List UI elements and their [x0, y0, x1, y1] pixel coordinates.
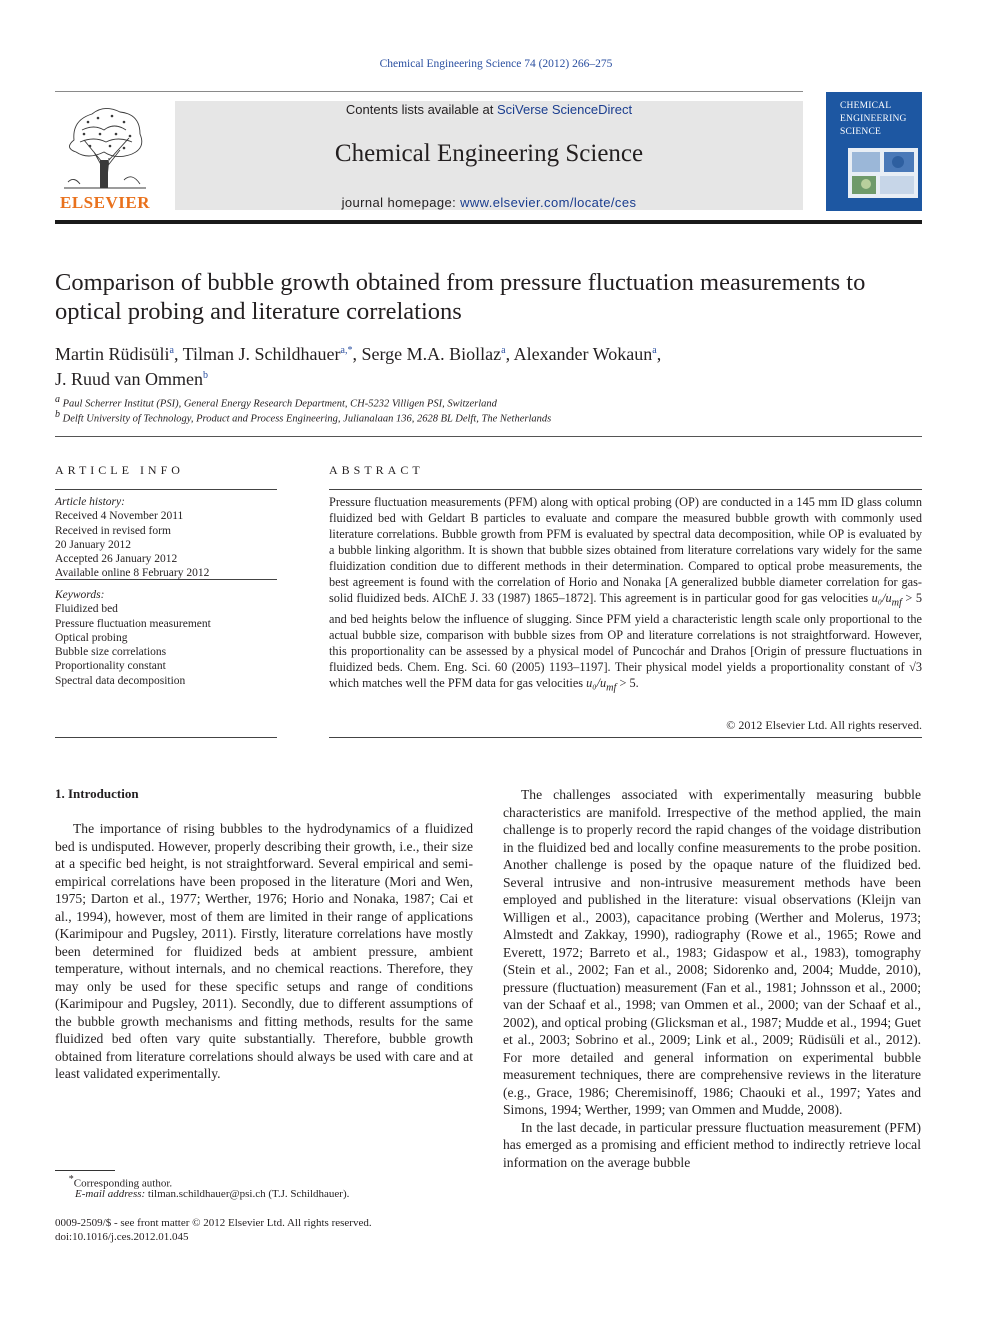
journal-name: Chemical Engineering Science	[334, 140, 644, 167]
body-column-right	[503, 786, 921, 1171]
abstract-rule	[329, 489, 922, 490]
sqrt-three-math: √3	[909, 660, 922, 675]
author-name[interactable]: Serge M.A. Biollaz	[361, 344, 502, 364]
keyword-item: Spectral data decomposition	[55, 674, 186, 687]
history-label: Article history:	[55, 496, 125, 508]
author-name[interactable]: Martin Rüdisüli	[55, 344, 170, 364]
abstract-copyright: © 2012 Elsevier Ltd. All rights reserved.	[726, 718, 922, 732]
history-item: Received 4 November 2011	[55, 510, 184, 523]
author-affiliation-mark[interactable]: a	[652, 345, 657, 356]
history-item: 20 January 2012	[55, 538, 132, 551]
header-top-rule	[55, 91, 803, 92]
footnote-email: E-mail address: tilman.schildhauer@psi.ch (T.J. Schildhauer).	[75, 1188, 350, 1200]
cover-image-icon	[848, 148, 918, 198]
author-separator: ,	[656, 344, 662, 364]
article-info-rule	[55, 737, 277, 738]
abstract-rule	[329, 737, 922, 738]
affiliation-mark: a	[55, 394, 60, 405]
introduction-heading: 1. Introduction	[55, 786, 139, 801]
abstract-text: Pressure fluctuation measurements (PFM) along with optical probing (OP) are conducted in a 145 mm ID glass column fluidized bed with Geldart B particles to evaluate and compare the measured bubble growth with commonly used literature correlations. Bubble growth from PFM is evaluated by spectral data decomposition, while OP is evaluated by a bubble linking algorithm. It is shown that bubble sizes obtained from literature correlations vary widely for the same fluidization condition due to different methods in their determination. Compared to optical probe measurements, the best agreement is found with the correlation of Horio and Nonaka [A generalized bubble diameter correlation for gas-solid fluidized beds. AIChE J. 33 (1987) 1865–1872]. This agreement is in particular good for gas velocities $u_0/u_{mf} > 5$ and bed heights below the influence of slugging. Since PFM yield a characteristic length scale only proportional to the actual bubble size, comparison with bubble sizes from OP and literature correlations is not straightforward. However, this proportionality can be assessed by a physical model of Puncochár and Drahos [Origin of pressure fluctuations in fluidized beds. Chem. Eng. Sci. 60 (2005) 1193–1197]. Their physical model yields a proportionality constant of √3 which matches well the PFM data for gas velocities $u_0/u_{mf} > 5$.	[329, 495, 923, 694]
footnote-mark: *	[68, 1174, 74, 1185]
history-item: Accepted 26 January 2012	[55, 553, 178, 566]
body-paragraph: The importance of rising bubbles to the hydrodynamics of a fluidized bed is undisputed. However, properly describing their growth, i.e., their size at a specific bed height, is not straightforward. Several empirical and semi-empirical correlations have been proposed in the literature (Mori and Wen, 1975; Darton et al., 1977; Werther, 1976; Horio and Nonaka, 1987; Cai et al., 1994), however, most of them are limited in their range of applications (Karimipour and Pugsley, 2011). Firstly, literature correlations have mostly been determined for fluidized beds at ambient pressure, ambient temperature, without internals, and no chemical reactions. Therefore, they may only be used for these specific setups and range of conditions (Karimipour and Pugsley, 2011). Secondly, due to different assumptions of the bubble growth mechanisms and fitting methods, results for the same fluidized bed often vary quite substantially. Therefore, bubble growth obtained from literature correlations should always be used with care and at least validated experimentally.	[55, 821, 473, 1081]
article-title: Comparison of bubble growth obtained from pressure fluctuation measurements to optical probing and literature correlations	[55, 269, 866, 325]
footnote-rule	[55, 1170, 115, 1171]
elsevier-wordmark[interactable]: ELSEVIER	[60, 193, 150, 212]
affiliation-b: $^b$ Delft University of Technology, Product and Process Engineering, Julianalaan 136, 2628 BL Delft, The Netherlands	[55, 409, 552, 425]
journal-homepage-line	[175, 195, 803, 210]
keywords-list	[55, 588, 211, 688]
homepage-link[interactable]: www.elsevier.com/locate/ces	[460, 195, 637, 210]
abstract-heading: ABSTRACT	[329, 463, 424, 477]
author-list	[55, 340, 895, 390]
author-name[interactable]: Alexander Wokaun	[513, 344, 653, 364]
affiliation-a: $^a$ Paul Scherrer Institut (PSI), General Energy Research Department, CH-5232 Villigen PSI, Switzerland	[55, 394, 497, 410]
article-info-rule	[55, 489, 277, 490]
keyword-item: Pressure fluctuation measurement	[55, 617, 211, 630]
header-thick-rule	[55, 220, 922, 224]
journal-citation[interactable]: Chemical Engineering Science 74 (2012) 266–275	[379, 58, 613, 70]
journal-cover-thumbnail[interactable]	[826, 92, 922, 211]
body-column-left	[55, 820, 473, 1083]
contents-available-line	[175, 102, 803, 117]
author-affiliation-mark[interactable]: a,*	[340, 345, 353, 356]
footnote-corresponding: *Corresponding author.	[68, 1174, 173, 1190]
homepage-prefix: journal homepage:	[341, 195, 461, 210]
history-item: Available online 8 February 2012	[55, 567, 210, 580]
author-affiliation-mark[interactable]: b	[203, 370, 208, 381]
doi-line[interactable]: doi:10.1016/j.ces.2012.01.045	[55, 1231, 189, 1243]
keyword-item: Optical probing	[55, 631, 128, 644]
contents-prefix: Contents lists available at	[345, 102, 497, 117]
cover-title: CHEMICAL ENGINEERING SCIENCE	[840, 101, 907, 137]
issn-line: 0009-2509/$ - see front matter © 2012 Elsevier Ltd. All rights reserved.	[55, 1217, 372, 1229]
velocity-ratio-math: $u_0/u_{mf}$	[871, 591, 902, 609]
history-item: Received in revised form	[55, 524, 171, 537]
article-history	[55, 495, 209, 581]
affiliation-rule	[55, 436, 922, 437]
keyword-item: Fluidized bed	[55, 603, 118, 616]
sciencedirect-link[interactable]: SciVerse ScienceDirect	[496, 102, 633, 117]
author-separator: ,	[173, 344, 183, 364]
velocity-ratio-math: $u_0/u_{mf}$	[586, 676, 617, 694]
keyword-item: Proportionality constant	[55, 660, 166, 673]
article-info-heading: ARTICLE INFO	[55, 463, 184, 477]
author-separator: ,	[352, 344, 362, 364]
author-affiliation-mark[interactable]: a	[169, 345, 174, 356]
author-separator: ,	[505, 344, 514, 364]
email-link[interactable]: tilman.schildhauer@psi.ch (T.J. Schildhauer).	[147, 1188, 350, 1200]
affiliation-mark: b	[55, 409, 60, 420]
body-paragraph: The challenges associated with experimentally measuring bubble characteristics are manifold. Irrespective of the method applied, the main challenge is to properly record the rapid changes of the voidage distribution in the fluidized bed and locally confine measurements to the probe position. Another challenge is posed by the opaque nature of the fluidized bed. Several intrusive and non-intrusive measurement methods have been employed and published in the literature: visual observations (Kleijn van Willigen et al., 2003), capacitance probing (Werther and Molerus, 1973; Almstedt and Zakkay, 1990), radiography (Rowe et al., 1965; Rowe and Everett, 1972; Barreto et al., 1983; Gidaspow et al., 1983), tomography (Stein et al., 2002; Fan et al., 2008; Sidorenko and, 2004; Mudde, 2010), pressure (fluctuation) measurement (Fan et al., 1981; Johnsson et al., 2000; van der Schaaf et al., 1998; van Ommen et al., 2000; van der Schaaf et al., 2002), and optical probing (Glicksman et al., 1987; Mudde et al., 1994; Guet et al., 2003; Sobrino et al., 2009; Link et al., 2009; Rüdisüli et al., 2012). For more detailed and general information on experimental bubble measurement techniques, there are comprehensive reviews in the literature (e.g., Grace, 1986; Cheremisinoff, 1986; Chaouki et al., 1997; Yates and Simons, 1994; Werther, 1999; van Ommen and Mudde, 2008).	[503, 787, 921, 1117]
author-affiliation-mark[interactable]: a	[501, 345, 506, 356]
keyword-item: Bubble size correlations	[55, 646, 167, 659]
author-name[interactable]: Tilman J. Schildhauer	[182, 344, 341, 364]
body-paragraph: In the last decade, in particular pressure fluctuation measurement (PFM) has emerged as a promising and efficient method to indirectly retrieve local information on the average bubble	[503, 1119, 921, 1170]
author-name[interactable]: J. Ruud van Ommen	[55, 369, 203, 389]
keywords-label: Keywords:	[55, 589, 105, 601]
